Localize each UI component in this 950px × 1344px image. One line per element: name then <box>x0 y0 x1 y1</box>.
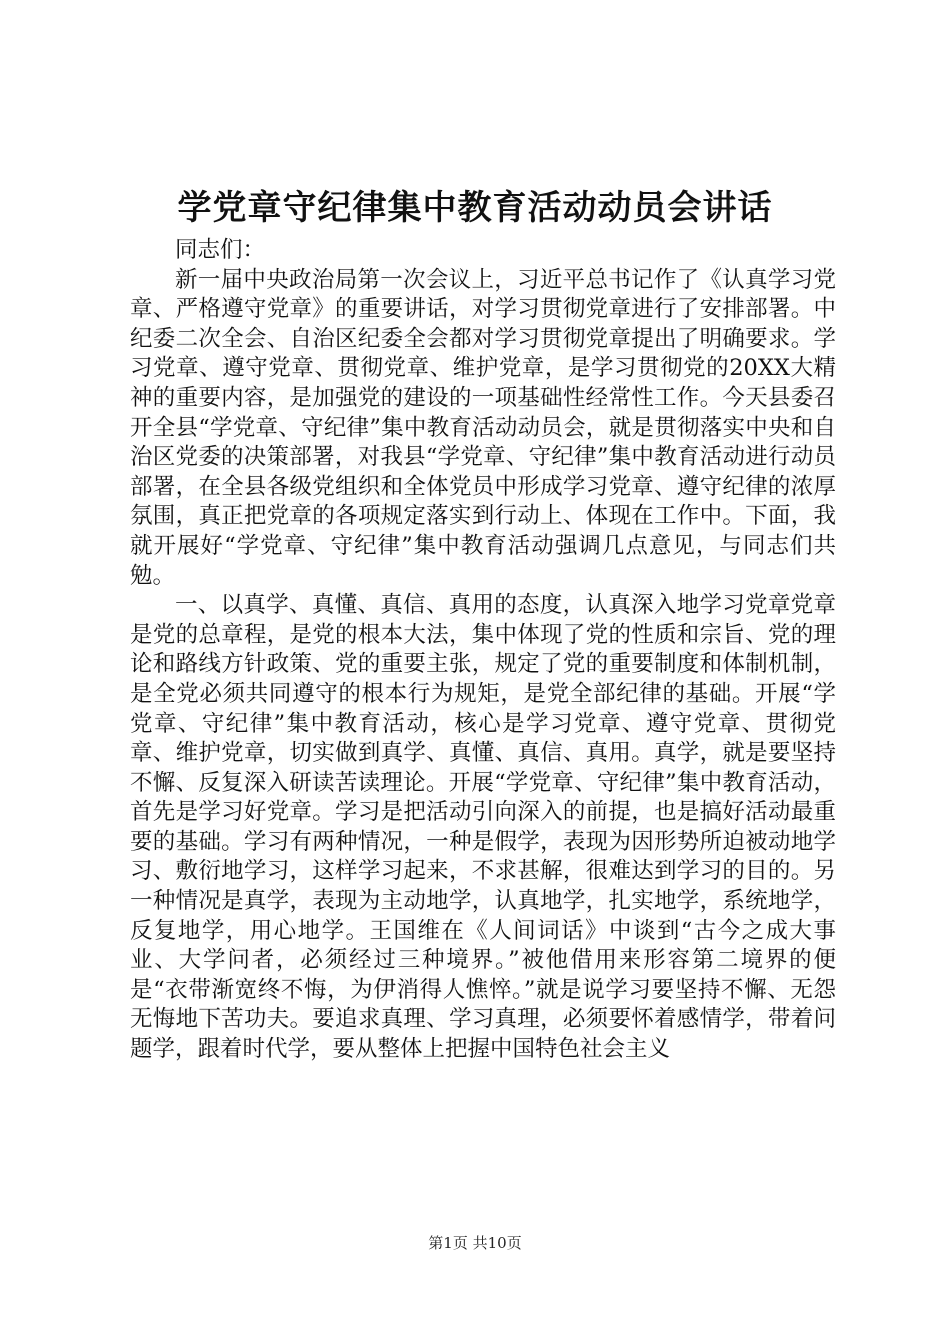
paragraph-intro: 新一届中央政治局第一次会议上，习近平总书记作了《认真学习党章、严格遵守党章》的重要讲话，对学习贯彻党章进行了安排部署。中纪委二次全会、自治区纪委全会都对学习贯彻党章提出了明确要求。学习党章、遵守党章、贯彻党章、维护党章，是学习贯彻党的20XX大精神的重要内容，是加强党的建设的一项基础性经常性工作。今天县委召开全县“学党章、守纪律”集中教育活动动员会，就是贯彻落实中央和自治区党委的决策部署，对我县“学党章、守纪律”集中教育活动进行动员部署，在全县各级党组织和全体党员中形成学习党章、遵守纪律的浓厚氛围，真正把党章的各项规定落实到行动上、体现在工作中。下面，我就开展好“学党章、守纪律”集中教育活动强调几点意见，与同志们共勉。 <box>130 266 836 589</box>
salutation: 同志们： <box>175 237 266 263</box>
document-body <box>130 236 836 1065</box>
document-title: 学党章守纪律集中教育活动动员会讲话 <box>177 188 773 228</box>
page-footer: 第1页 共10页 <box>428 1234 522 1252</box>
paragraph-section-one: 一、以真学、真懂、真信、真用的态度，认真深入地学习党章党章是党的总章程，是党的根本大法，集中体现了党的性质和宗旨、党的理论和路线方针政策、党的重要主张，规定了党的重要制度和体制机制，是全党必须共同遵守的根本行为规矩，是党全部纪律的基础。开展“学党章、守纪律”集中教育活动，核心是学习党章、遵守党章、贯彻党章、维护党章，切实做到真学、真懂、真信、真用。真学，就是要坚持不懈、反复深入研读苦读理论。开展“学党章、守纪律”集中教育活动，首先是学习好党章。学习是把活动引向深入的前提，也是搞好活动最重要的基础。学习有两种情况，一种是假学，表现为因形势所迫被动地学习、敷衍地学习，这样学习起来，不求甚解，很难达到学习的目的。另一种情况是真学，表现为主动地学，认真地学，扎实地学，系统地学，反复地学，用心地学。王国维在《人间词话》中谈到“古今之成大事业、大学问者，必须经过三种境界。”被他借用来形容第二境界的便是“衣带渐宽终不悔，为伊消得人憔悴。”就是说学习要坚持不懈、无怨无悔地下苦功夫。要追求真理、学习真理，必须要怀着感情学，带着问题学，跟着时代学，要从整体上把握中国特色社会主义 <box>130 592 836 1063</box>
